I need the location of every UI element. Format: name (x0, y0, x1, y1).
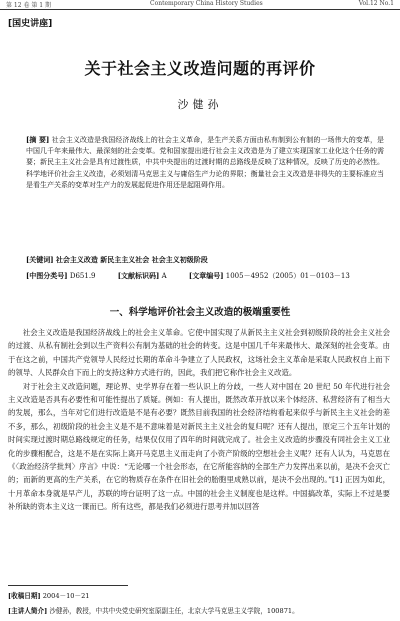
author-bio-value: 沙健孙，教授，中共中央党史研究室原副主任，北京大学马克思主义学院，100871。 (49, 607, 299, 615)
abstract-text: 社会主义改造是我国经济战线上的社会主义革命，是生产关系方面由私有制到公有制的一场伟大的变革，是中国几千年来最伟大、最深刻的社会变革。党和国家提出进行社会主义改造是为了建立实现国家工业化这个任务的需要；新民主主义社会是具有过渡性质，中共中央提出的过渡时期的总路线是反映了这种情况，反映了历史的必然性。科学地评价社会主义改造，必须划清马克思主义与庸俗生产力论的界限；衡量社会主义改造是非得失的主要标准应当是看生产关系的变革对生产力的发展起促进作用还是起阻碍作用。 (26, 136, 385, 189)
received-date-value: 2004－10－21 (42, 592, 90, 600)
article-no-value: 1005－4952（2005）01－0103－13 (225, 272, 350, 280)
running-header (0, 0, 400, 10)
paragraph: 对于社会主义改造问题，理论界、史学界存在着一些认识上的分歧，一些人对中国在 20 世纪 50 年代进行社会主义改造是否具有必要性和可能性提出了质疑。例如：有人提出，既然改革开放以来个体经济、私营经济有了相当大的发展，那么，当年对它们进行改造是不是有必要？既然目前我国的社会经济结构看起来似乎与新民主主义社会的差不多，那么，初级阶段的社会主义是不是不意味着是对新民主主义社会的复归呢？还有人提出，原定三个五年计划的时间实现过渡时期总路线规定的任务，结果仅仅用了四年的时间就完成了。社会主义改造的步骤没有同社会主义工业化的步骤相配合，这是不是在实际上离开马克思主义而走向了小资产阶级的空想社会主义呢？还有人认为，马克思在《〈政治经济学批判〉序言》中说：“无论哪一个社会形态，在它所能容纳的全部生产力发挥出来以前，是决不会灭亡的；而新的更高的生产关系，在它的物质存在条件在旧社会的胎胞里成熟以前，是决不会出现的。”[1] 正因为如此，十月革命本身就是早产儿，苏联的垮台证明了这一点。中国的社会主义制度也是这样。中国搞改革，实际上不过是要补所缺的资本主义这一课而已。所有这些，都是我们必须进行思考并加以回答 (8, 381, 390, 512)
doc-value: A (161, 272, 167, 280)
doc-label: [文献标识码] (117, 271, 160, 280)
body-text (8, 326, 390, 514)
header-volume: Vol.12 No.1 (358, 0, 394, 7)
keywords (26, 255, 388, 265)
classification-line (26, 271, 388, 281)
abstract-label: [摘 要] (26, 135, 50, 144)
paragraph: 社会主义改造是我国经济战线上的社会主义革命。它使中国实现了从新民主主义社会到初级阶段的社会主义社会的过渡、从私有制社会到以生产资料公有制为基础的社会的转变。这是中国几千年来最伟大、最深刻的社会变革。由于在这之前，中国共产党领导人民经过长期的革命斗争建立了人民政权，这场社会主义革命是采取人民政权自上而下的领导、人民群众自下而上的支持这种方式进行的，因此，我们把它称作社会主义改造。 (8, 328, 390, 378)
footnote-divider (8, 585, 128, 586)
cls-value: D651.9 (69, 272, 96, 280)
received-date-label: [收稿日期] (8, 592, 41, 600)
keywords-text: 社会主义改造 新民主主义社会 社会主义初级阶段 (55, 255, 208, 264)
section-tag: [国史讲座] (8, 19, 53, 29)
article-no-label: [文章编号] (188, 271, 224, 280)
abstract (26, 134, 384, 191)
header-issue: 第 12 卷 第 1 期 (6, 2, 51, 9)
received-date-note (8, 590, 390, 600)
header-journal: Contemporary China History Studies (150, 0, 263, 7)
section-heading: 一、科学地评价社会主义改造的极端重要性 (109, 307, 291, 318)
keywords-label: [关键词] (26, 255, 54, 264)
article-title: 关于社会主义改造问题的再评价 (84, 59, 316, 78)
author-bio-label: [主讲人简介] (8, 607, 48, 615)
author: 沙健孙 (177, 98, 223, 111)
cls-label: [中图分类号] (26, 271, 68, 280)
author-bio-note (8, 605, 390, 615)
